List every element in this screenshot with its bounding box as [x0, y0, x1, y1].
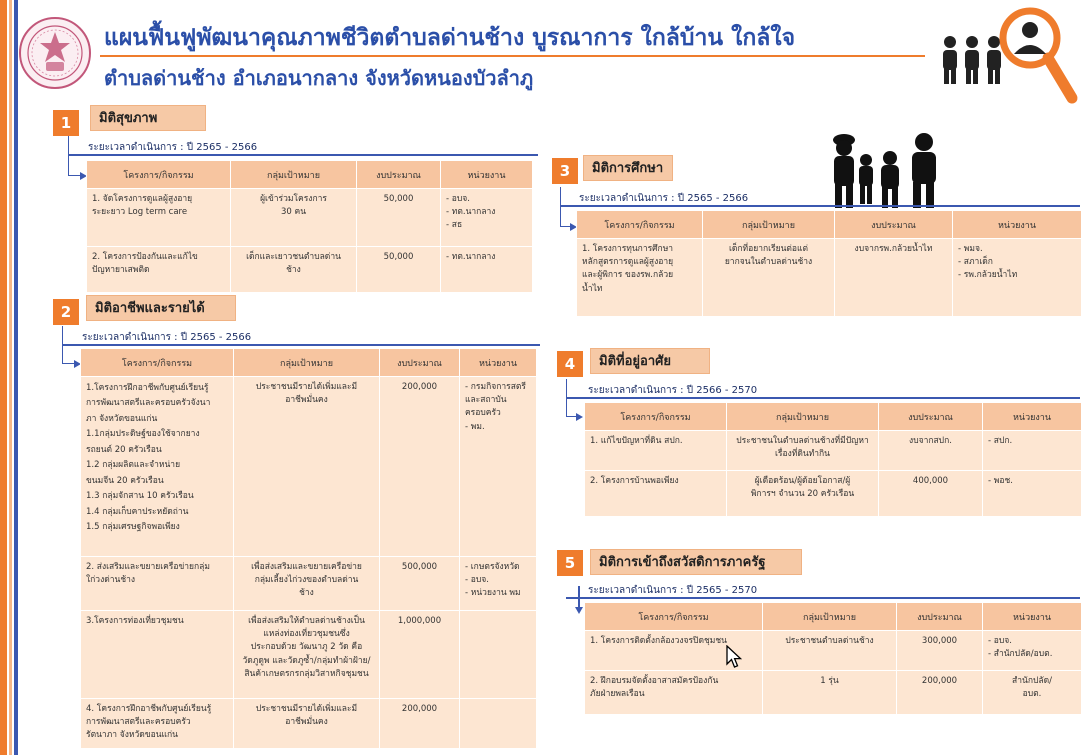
section-1-number: 1 — [53, 110, 79, 136]
left-stripe-light — [9, 0, 12, 755]
col-header-target: กลุ่มเป้าหมาย — [763, 603, 897, 631]
section-3-title: มิติการศึกษา — [583, 155, 673, 181]
section-2-title: มิติอาชีพและรายได้ — [86, 295, 236, 321]
section-3-period-rule — [560, 205, 1080, 207]
table-header-row — [585, 403, 1082, 431]
section-5-table — [584, 602, 1082, 715]
col-header-budget: งบประมาณ — [835, 211, 953, 239]
col-header-agency: หน่วยงาน — [983, 403, 1082, 431]
target-cell: ประชาชนตำบลด่านช้าง — [763, 631, 897, 671]
target-cell: ผู้เดือดร้อน/ผู้ด้อยโอกาส/ผู้ พิการฯ จำนวน 20 ครัวเรือน — [727, 471, 879, 517]
project-cell: 1. จัดโครงการดูแลผู้สูงอายุ ระยะยาว Log term care — [87, 189, 231, 247]
agency-cell: - เกษตรจังหวัด - อบจ. - หน่วยงาน พม — [460, 557, 537, 611]
page-subtitle: ตำบลด่านช้าง อำเภอนากลาง จังหวัดหนองบัวลำภู — [104, 66, 534, 90]
table-row — [81, 557, 537, 611]
table-row — [585, 471, 1082, 517]
section-2-period-rule — [62, 344, 540, 346]
family-icon — [826, 128, 952, 210]
budget-cell: 200,000 — [897, 671, 983, 715]
section-4-period: ระยะเวลาดำเนินการ : ปี 2566 - 2570 — [588, 385, 758, 396]
col-header-target: กลุ่มเป้าหมาย — [703, 211, 835, 239]
section-2-table — [80, 348, 537, 749]
budget-cell: 50,000 — [357, 247, 441, 293]
col-header-agency: หน่วยงาน — [460, 349, 537, 377]
section-5-connector — [578, 586, 580, 608]
agency-cell — [460, 699, 537, 749]
agency-cell: - อบจ. - ทต.นากลาง - สธ — [441, 189, 533, 247]
target-cell: 1 รุ่น — [763, 671, 897, 715]
project-cell: 1. โครงการทุนการศึกษา หลักสูตรการดูแลผู้สูงอายุ และผู้พิการ ของรพ.กล้วย น้ำไท — [577, 239, 703, 317]
section-4-connector — [566, 379, 578, 417]
col-header-budget: งบประมาณ — [357, 161, 441, 189]
target-cell: ประชาชนมีรายได้เพิ่มและมี อาชีพมั่นคง — [234, 699, 380, 749]
magnifier-person-icon — [1003, 11, 1072, 98]
project-cell: 1. แก้ไขปัญหาที่ดิน สปก. — [585, 431, 727, 471]
section-5-arrow-icon — [575, 607, 583, 614]
agency-cell: สำนักปลัด/ อบต. — [983, 671, 1082, 715]
left-stripe-blue — [14, 0, 18, 755]
table-row — [81, 699, 537, 749]
section-3-connector — [560, 187, 572, 227]
agency-cell — [460, 611, 537, 699]
budget-cell: 400,000 — [879, 471, 983, 517]
budget-cell: 300,000 — [897, 631, 983, 671]
table-row — [87, 247, 533, 293]
table-row — [81, 611, 537, 699]
target-cell: เพื่อส่งเสริมและขยายเครือข่าย กลุ่มเลี้ยงไก่วงของตำบลด่าน ช้าง — [234, 557, 380, 611]
col-header-target: กลุ่มเป้าหมาย — [234, 349, 380, 377]
seal-logo-icon — [18, 16, 92, 90]
section-5-title: มิติการเข้าถึงสวัสดิการภาครัฐ — [590, 549, 802, 575]
section-3-number: 3 — [552, 158, 578, 184]
section-5-period: ระยะเวลาดำเนินการ : ปี 2565 - 2570 — [588, 585, 758, 596]
agency-cell: - ทต.นากลาง — [441, 247, 533, 293]
col-header-budget: งบประมาณ — [380, 349, 460, 377]
target-cell: ผู้เข้าร่วมโครงการ 30 คน — [231, 189, 357, 247]
agency-cell: - สปก. — [983, 431, 1082, 471]
agency-cell: - พมจ. - สภาเด็ก - รพ.กล้วยน้ำไท — [953, 239, 1082, 317]
budget-cell: งบจากสปก. — [879, 431, 983, 471]
budget-cell: 200,000 — [380, 699, 460, 749]
target-cell: เด็กที่อยากเรียนต่อแต่ ยากจนในตำบลด่านช้าง — [703, 239, 835, 317]
people-search-graphic — [938, 4, 1082, 108]
col-header-project: โครงการ/กิจกรรม — [577, 211, 703, 239]
table-row — [585, 431, 1082, 471]
table-row — [87, 189, 533, 247]
col-header-project: โครงการ/กิจกรรม — [585, 403, 727, 431]
col-header-target: กลุ่มเป้าหมาย — [727, 403, 879, 431]
table-header-row — [577, 211, 1082, 239]
project-cell: 2. โครงการบ้านพอเพียง — [585, 471, 727, 517]
left-stripe-orange — [0, 0, 7, 755]
section-5-number: 5 — [557, 550, 583, 576]
project-cell: 2. โครงการป้องกันและแก้ไข ปัญหายาเสพติด — [87, 247, 231, 293]
target-cell: ประชาชนในตำบลด่านช้างที่มีปัญหา เรื่องที่ดินทำกิน — [727, 431, 879, 471]
budget-cell: 1,000,000 — [380, 611, 460, 699]
col-header-agency: หน่วยงาน — [441, 161, 533, 189]
people-group-icon — [938, 4, 1082, 108]
col-header-budget: งบประมาณ — [897, 603, 983, 631]
target-cell: ประชาชนมีรายได้เพิ่มและมี อาชีพมั่นคง — [234, 377, 380, 557]
project-cell: 2. ฝึกอบรมจัดตั้งอาสาสมัครป้องกัน ภัยฝ่ายพลเรือน — [585, 671, 763, 715]
section-2-connector — [62, 326, 76, 364]
page-title: แผนฟื้นฟูพัฒนาคุณภาพชีวิตตำบลด่านช้าง บูรณาการ ใกล้บ้าน ใกล้ใจ — [104, 25, 796, 51]
agency-cell: - พอช. — [983, 471, 1082, 517]
col-header-project: โครงการ/กิจกรรม — [585, 603, 763, 631]
section-3-period: ระยะเวลาดำเนินการ : ปี 2565 - 2566 — [579, 193, 749, 204]
budget-cell: งบจากรพ.กล้วยน้ำไท — [835, 239, 953, 317]
section-1-period-rule — [68, 154, 538, 156]
section-2-number: 2 — [53, 299, 79, 325]
table-header-row — [87, 161, 533, 189]
budget-cell: 200,000 — [380, 377, 460, 557]
col-header-project: โครงการ/กิจกรรม — [87, 161, 231, 189]
table-row — [577, 239, 1082, 317]
title-divider — [100, 55, 925, 57]
project-cell: 1.โครงการฝึกอาชีพกับศูนย์เรียนรู้ การพัฒนาสตรีและครอบครัวจังนา ภา จังหวัดขอนแก่น 1.1กลุ่มประดิษฐ์ของใช้จากยาง รถยนต์ 20 ครัวเรือน 1.2 กลุ่มผลิตและจำหน่าย ขนมจีน 20 ครัวเรือน 1.3 กลุ่มจักสาน 10 ครัวเรือน 1.4 กลุ่มเก็บคาประหยัดถ่าน 1.5 กลุ่มเศรษฐกิจพอเพียง — [81, 377, 234, 557]
target-cell: เด็กและเยาวชนตำบลด่าน ช้าง — [231, 247, 357, 293]
section-4-number: 4 — [557, 351, 583, 377]
section-4-title: มิติที่อยู่อาศัย — [590, 348, 710, 374]
section-1-title: มิติสุขภาพ — [90, 105, 206, 131]
col-header-target: กลุ่มเป้าหมาย — [231, 161, 357, 189]
budget-cell: 500,000 — [380, 557, 460, 611]
section-1-connector — [68, 136, 82, 176]
table-row — [81, 377, 537, 557]
col-header-agency: หน่วยงาน — [953, 211, 1082, 239]
section-1-period: ระยะเวลาดำเนินการ : ปี 2565 - 2566 — [88, 142, 258, 153]
project-cell: 3.โครงการท่องเที่ยวชุมชน — [81, 611, 234, 699]
col-header-project: โครงการ/กิจกรรม — [81, 349, 234, 377]
agency-cell: - กรมกิจการสตรี และสถาบัน ครอบครัว - พม. — [460, 377, 537, 557]
table-row — [585, 631, 1082, 671]
budget-cell: 50,000 — [357, 189, 441, 247]
section-3-table — [576, 210, 1082, 317]
project-cell: 2. ส่งเสริมและขยายเครือข่ายกลุ่ม ใก่วงด่านช้าง — [81, 557, 234, 611]
project-cell: 4. โครงการฝึกอาชีพกับศูนย์เรียนรู้ การพัฒนาสตรีและครอบครัว รัตนาภา จังหวัดขอนแก่น — [81, 699, 234, 749]
table-header-row — [585, 603, 1082, 631]
section-4-arrow-icon — [576, 413, 583, 421]
section-1-table — [86, 160, 533, 293]
table-header-row — [81, 349, 537, 377]
section-4-period-rule — [566, 397, 1080, 399]
target-cell: เพื่อส่งเสริมให้ตำบลด่านช้างเป็น แหล่งท่องเที่ยวชุมชนซึ่ง ประกอบด้วย วัฒนาภู 2 วัด คือ วัดภูดูพ และวัดภูซ้ำ/กลุ่มทำผ้าฝ้าย/ สินค้าเกษตรกรกลุ่มวิสาหกิจชุมชน — [234, 611, 380, 699]
agency-cell: - อบจ. - สำนักปลัด/อบต. — [983, 631, 1082, 671]
col-header-budget: งบประมาณ — [879, 403, 983, 431]
project-cell: 1. โครงการติดตั้งกล้องวงจรปิดชุมชน — [585, 631, 763, 671]
section-5-period-rule — [566, 597, 1080, 599]
mouse-cursor-icon — [726, 645, 742, 673]
col-header-agency: หน่วยงาน — [983, 603, 1082, 631]
section-4-table — [584, 402, 1082, 517]
section-2-period: ระยะเวลาดำเนินการ : ปี 2565 - 2566 — [82, 332, 252, 343]
table-row — [585, 671, 1082, 715]
